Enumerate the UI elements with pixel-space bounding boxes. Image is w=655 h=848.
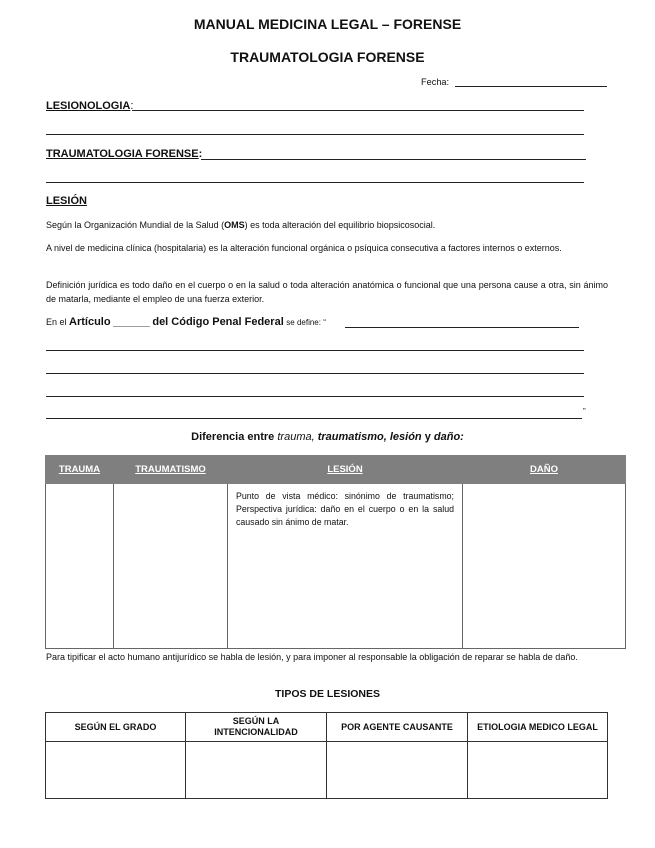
definition-line-5[interactable] bbox=[46, 418, 582, 419]
lesion-p1-text-a: Según la Organización Mundial de la Salud ( bbox=[46, 220, 225, 230]
lesion-p1-oms: OMS bbox=[224, 220, 245, 230]
cell-agente[interactable] bbox=[327, 742, 468, 799]
lesionologia-line-1[interactable] bbox=[132, 110, 584, 111]
lesionologia-label: LESIONOLOGIA bbox=[46, 100, 131, 112]
traumatologia-colon: : bbox=[198, 148, 203, 160]
traumatologia-line-1[interactable] bbox=[201, 159, 586, 160]
comparison-header-row bbox=[46, 456, 626, 484]
cell-lesion: Punto de vista médico: sinónimo de traumatismo; Perspectiva jurídica: daño en el cuerpo o en la salud causado sin ánimo de matar. bbox=[228, 484, 463, 649]
tipos-header-row bbox=[46, 713, 608, 742]
articulo-post: se define: “ bbox=[286, 318, 326, 327]
fecha-label: Fecha: bbox=[421, 77, 450, 87]
lesionologia-line-2[interactable] bbox=[46, 134, 584, 135]
definition-line-2[interactable] bbox=[46, 350, 584, 351]
diferencia-y: y bbox=[424, 431, 431, 443]
definition-line-4[interactable] bbox=[46, 396, 584, 397]
articulo-codigo: del Código Penal Federal bbox=[152, 316, 284, 328]
page-subtitle: TRAUMATOLOGIA FORENSE bbox=[230, 49, 425, 65]
header-etiologia: ETIOLOGIA MEDICO LEGAL bbox=[468, 713, 608, 742]
header-trauma: TRAUMA bbox=[46, 456, 114, 484]
tipos-body-row bbox=[46, 742, 608, 799]
comparison-table bbox=[45, 455, 626, 649]
diferencia-heading bbox=[0, 431, 655, 443]
lesion-p1-text-b: ) es toda alteración del equilibrio biopsicosocial. bbox=[244, 220, 436, 230]
close-quote: ” bbox=[583, 407, 586, 416]
diferencia-dano: daño: bbox=[433, 431, 464, 443]
header-agente-causante: POR AGENTE CAUSANTE bbox=[327, 713, 468, 742]
cell-traumatismo[interactable] bbox=[114, 484, 228, 649]
traumatologia-line-2[interactable] bbox=[46, 182, 584, 183]
articulo-row bbox=[46, 316, 326, 328]
definition-line-1[interactable] bbox=[345, 327, 579, 328]
lesion-heading: LESIÓN bbox=[46, 195, 87, 207]
cell-grado[interactable] bbox=[46, 742, 186, 799]
lesion-paragraph-clinica: A nivel de medicina clínica (hospitalaria) es la alteración funcional orgánica o psíquica consecutiva a factores internos o externos. bbox=[46, 243, 562, 253]
lesion-paragraph-oms bbox=[46, 218, 608, 232]
articulo-pre: En el bbox=[46, 317, 67, 327]
articulo-word: Artículo bbox=[69, 316, 111, 328]
header-segun-intencionalidad: SEGÚN LA INTENCIONALIDAD bbox=[186, 713, 327, 742]
tipificar-note: Para tipificar el acto humano antijurídico se habla de lesión, y para imponer al responsable la obligación de reparar se habla de daño. bbox=[46, 652, 578, 662]
tipos-table bbox=[45, 712, 608, 799]
header-traumatismo: TRAUMATISMO bbox=[114, 456, 228, 484]
comparison-body-row bbox=[46, 484, 626, 649]
header-segun-grado: SEGÚN EL GRADO bbox=[46, 713, 186, 742]
fecha-line[interactable] bbox=[455, 86, 607, 87]
traumatologia-label: TRAUMATOLOGIA FORENSE bbox=[46, 148, 199, 160]
cell-intencionalidad[interactable] bbox=[186, 742, 327, 799]
cell-etiologia[interactable] bbox=[468, 742, 608, 799]
diferencia-pre: Diferencia entre bbox=[191, 431, 275, 443]
header-lesion: LESIÓN bbox=[228, 456, 463, 484]
tipos-title: TIPOS DE LESIONES bbox=[274, 688, 381, 700]
traumatologia-heading bbox=[46, 148, 202, 160]
cell-trauma[interactable] bbox=[46, 484, 114, 649]
cell-dano[interactable] bbox=[463, 484, 626, 649]
header-dano: DAÑO bbox=[463, 456, 626, 484]
diferencia-traumatismo: traumatismo, bbox=[317, 431, 387, 443]
diferencia-lesion: lesión bbox=[389, 431, 422, 443]
definition-line-3[interactable] bbox=[46, 373, 584, 374]
diferencia-trauma: trauma, bbox=[277, 431, 315, 443]
lesionologia-heading bbox=[46, 100, 133, 112]
lesionologia-colon: : bbox=[130, 100, 134, 112]
lesion-paragraph-juridica: Definición jurídica es todo daño en el cuerpo o en la salud o toda alteración anatómica o funcional que una persona cause a otra, sin ánimo de matarla, mediante el empleo de una fuerza exterior. bbox=[46, 280, 608, 304]
page-title: MANUAL MEDICINA LEGAL – FORENSE bbox=[193, 16, 462, 32]
articulo-number-blank[interactable]: ______ bbox=[113, 316, 150, 328]
